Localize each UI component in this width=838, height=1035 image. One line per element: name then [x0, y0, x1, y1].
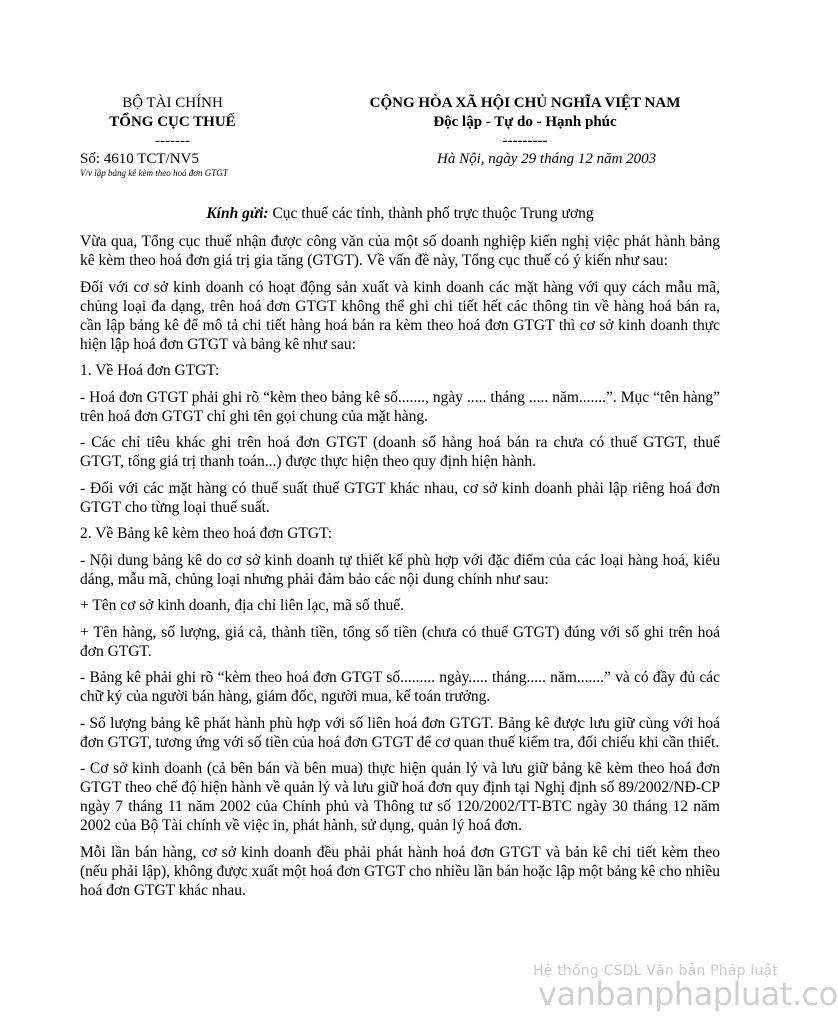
paragraph: - Đối với các mặt hàng có thuế suất thuế GTGT khác nhau, cơ sở kinh doanh phải lập riêng hoá đơn GTGT cho từng loại thuế suất. — [80, 479, 720, 516]
document-body — [80, 232, 720, 907]
paragraph: - Các chỉ tiêu khác ghi trên hoá đơn GTGT (doanh số hàng hoá bán ra chưa có thuế GTGT, thuế GTGT, tổng giá trị thanh toán...) được thực hiện theo quy định hiện hành. — [80, 434, 720, 470]
watermark-site: vanbanphapluat.co — [538, 975, 838, 1013]
issuer-block — [80, 94, 330, 151]
right-divider: --------- — [502, 133, 548, 149]
document-subject: V/v lập bảng kê kèm theo hoá đơn GTGT — [80, 168, 228, 178]
country-name: CỘNG HÒA XÃ HỘI CHỦ NGHĨA VIỆT NAM — [369, 95, 681, 111]
paragraph: Vừa qua, Tổng cục thuế nhận được công văn của một số doanh nghiệp kiến nghị việc phát hành bảng kê kèm theo hoá đơn giá trị gia tăng (GTGT). Về vấn đề này, Tổng cục thuế có ý kiến như sau: — [80, 233, 720, 269]
recipient-line — [80, 205, 720, 223]
paragraph: Mỗi lần bán hàng, cơ sở kinh doanh đều phải phát hành hoá đơn GTGT và bản kê chi tiết kèm theo (nếu phải lập), không được xuất một hoá đơn GTGT cho nhiều lần bán hoặc lập một bảng kê cho nhiều hoá đơn GTGT khác nhau. — [80, 843, 720, 899]
paragraph: - Số lượng bảng kê phát hành phù hợp với số liên hoá đơn GTGT. Bảng kê được lưu giữ cùng với hoá đơn GTGT, tương ứng với số tiền của hoá đơn GTGT để cơ quan thuế kiểm tra, đối chiếu khi cần thiết. — [80, 714, 720, 751]
section-heading: 1. Về Hoá đơn GTGT: — [80, 362, 220, 379]
paragraph: - Nội dung bảng kê do cơ sở kinh doanh tự thiết kế phù hợp với đặc điểm của các loại hàng hoá, kiểu dáng, mẫu mã, chủng loại nhưng phải đảm bảo các nội dung chính như sau: — [80, 551, 720, 588]
paragraph: Đối với cơ sở kinh doanh có hoạt động sản xuất và kinh doanh các mặt hàng với quy cách mẫu mã, chủng loại đa dạng, trên hoá đơn GTGT không thể ghi chi tiết hết các thông tin về hàng hoá bán ra, cần lập bảng kê để mô tả chi tiết hàng hoá bán ra kèm theo hoá đơn GTGT thì cơ sở kinh doanh thực hiện lập hoá đơn GTGT và bảng kê như sau: — [80, 278, 720, 353]
recipient-label: Kính gửi: — [206, 205, 269, 222]
national-heading — [300, 94, 750, 151]
paragraph: - Cơ sở kinh doanh (cả bên bán và bên mua) thực hiện quản lý và lưu giữ bảng kê kèm theo hoá đơn GTGT theo chế độ hiện hành về quản lý và lưu giữ hoá đơn quy định tại Nghị định số 89/2002/NĐ-CP ngày 7 tháng 11 năm 2002 của Chính phủ và Thông tư số 120/2002/TT-BTC ngày 30 tháng 12 năm 2002 của Bộ Tài chính về việc in, phát hành, sử dụng, quản lý hoá đơn. — [80, 760, 720, 834]
paragraph: + Tên cơ sở kinh doanh, địa chỉ liên lạc, mã số thuế. — [80, 597, 405, 614]
watermark-caption: Hệ thống CSDL Văn bản Pháp luật — [533, 963, 778, 979]
ministry-name: BỘ TÀI CHÍNH — [122, 95, 223, 111]
paragraph: + Tên hàng, số lượng, giá cả, thành tiền, tổng số tiền (chưa có thuế GTGT) đúng với số ghi trên hoá đơn GTGT. — [80, 623, 720, 660]
department-name: TỔNG CỤC THUẾ — [109, 114, 236, 130]
paragraph: - Hoá đơn GTGT phải ghi rõ “kèm theo bảng kê số......., ngày ..... tháng ..... năm.......”. Mục “tên hàng” trên hoá đơn GTGT chỉ ghi tên gọi chung của mặt hàng. — [80, 388, 720, 425]
national-motto: Độc lập - Tự do - Hạnh phúc — [433, 114, 617, 130]
left-divider: ------- — [155, 133, 190, 149]
section-heading: 2. Về Bảng kê kèm theo hoá đơn GTGT: — [80, 525, 333, 542]
document-number: Số: 4610 TCT/NV5 — [80, 151, 199, 167]
recipient-text: Cục thuế các tỉnh, thành phố trực thuộc Trung ương — [268, 205, 594, 222]
document-date: Hà Nội, ngày 29 tháng 12 năm 2003 — [437, 151, 657, 167]
paragraph: - Bảng kê phải ghi rõ “kèm theo hoá đơn GTGT số......... ngày..... tháng..... năm.......” và có đầy đủ các chữ ký của người bán hàng, giám đốc, người mua, kế toán trưởng. — [80, 669, 720, 705]
